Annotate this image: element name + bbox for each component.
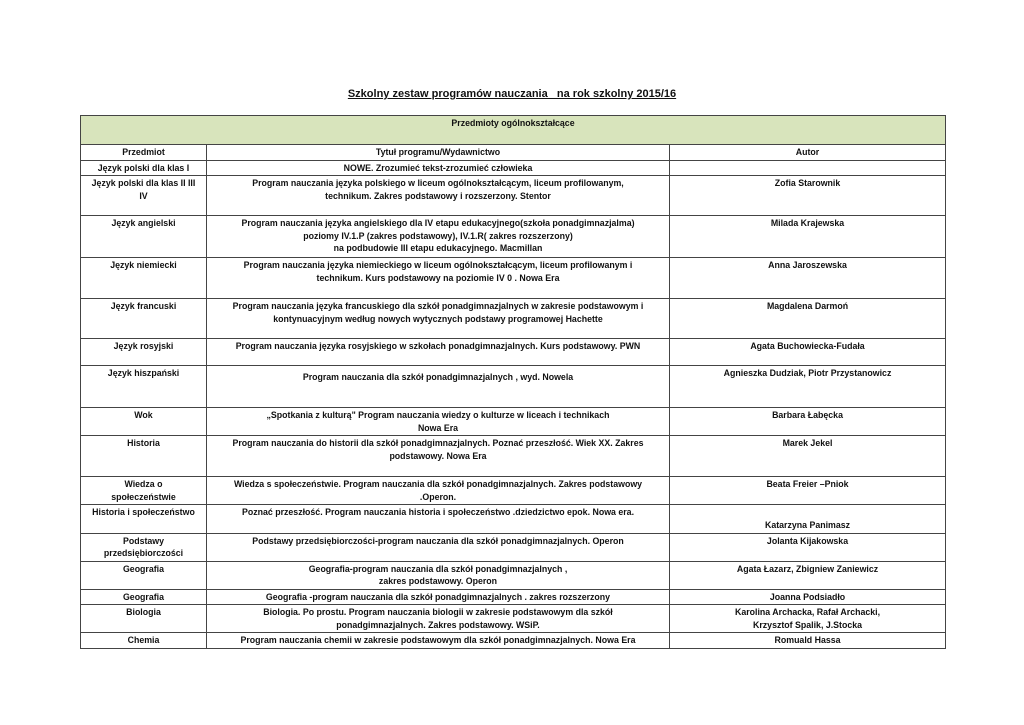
cell-author [670, 216, 946, 258]
cell-program [207, 477, 670, 505]
cell-line: Magdalena Darmoń [766, 301, 849, 311]
cell-subject [81, 366, 207, 408]
table-row [81, 605, 946, 633]
cell-line: przedsiębiorczości [103, 548, 184, 558]
cell-line: Romuald Hassa [774, 635, 841, 645]
cell-line: Geografia-program nauczania dla szkół ponadgimnazjalnych , [308, 563, 568, 574]
cell-subject [81, 408, 207, 436]
cell-author [670, 339, 946, 366]
cell-line: Karolina Archacka, Rafał Archacki, [734, 607, 881, 617]
cell-line: technikum. Kurs podstawowy na poziomie IV 0 . Nowa Era [316, 272, 560, 283]
cell-subject [81, 633, 207, 649]
cell-line: Wiedza s społeczeństwie. Program nauczania dla szkół ponadgimnazjalnych. Zakres podstawowy [233, 479, 643, 489]
cell-line: Wiedza o [124, 479, 163, 489]
cell-line: Historia i społeczeństwo [92, 507, 195, 517]
table-row [81, 366, 946, 408]
cell-line: poziomy IV.1.P (zakres podstawowy), IV.1.R( zakres rozszerzony) [303, 230, 573, 241]
cell-subject [81, 216, 207, 258]
cell-author [670, 533, 946, 561]
cell-program [207, 633, 670, 649]
cell-program [207, 160, 670, 176]
table-row [81, 505, 946, 534]
cell-subject [81, 505, 207, 534]
cell-program [207, 561, 670, 589]
table-row [81, 533, 946, 561]
cell-author [670, 258, 946, 299]
table-row [81, 339, 946, 366]
cell-line: Język rosyjski [113, 341, 174, 351]
cell-line: Biologia. Po prostu. Program nauczania biologii w zakresie podstawowym dla szkół [263, 607, 613, 617]
table-row [81, 160, 946, 176]
cell-author [670, 605, 946, 633]
table-row [81, 216, 946, 258]
cell-line: Milada Krajewska [770, 218, 845, 228]
cell-author [670, 176, 946, 216]
section-header: Przedmioty ogólnokształcące [81, 116, 946, 145]
cell-line: Program nauczania języka francuskiego dla szkół ponadgimnazjalnych w zakresie podstawowym i [232, 301, 644, 311]
cell-line: Program nauczania języka polskiego w liceum ogólnokształcącym, liceum profilowanym, [252, 178, 624, 188]
cell-line: ponadgimnazjalnych. Zakres podstawowy. WSiP. [336, 619, 540, 630]
cell-line: Agata Buchowiecka-Fudała [750, 341, 865, 351]
cell-line: Biologia [126, 607, 161, 617]
cell-subject [81, 589, 207, 605]
cell-line: Program nauczania języka angielskiego dla IV etapu edukacyjnego(szkoła ponadgimnazjalma) [241, 218, 635, 228]
cell-line: Wok [134, 410, 153, 420]
cell-line: Podstawy [122, 535, 165, 546]
table-row [81, 589, 946, 605]
cell-program [207, 339, 670, 366]
cell-line: Chemia [127, 635, 160, 645]
cell-line: Geografia [122, 591, 165, 602]
cell-program [207, 216, 670, 258]
cell-program [207, 299, 670, 339]
table-row [81, 561, 946, 589]
cell-line: technikum. Zakres podstawowy i rozszerzony. Stentor [325, 190, 551, 201]
cell-subject [81, 561, 207, 589]
column-header-author: Autor [670, 145, 946, 161]
cell-line: Podstawy przedsiębiorczości-program nauczania dla szkół ponadgimnazjalnych. Operon [252, 535, 624, 546]
section-header-row [81, 116, 946, 145]
cell-line: społeczeństwie [111, 491, 176, 502]
cell-line: Joanna Podsiadło [769, 591, 846, 602]
table-row [81, 176, 946, 216]
table-row [81, 258, 946, 299]
cell-line: kontynuacyjnym według nowych wytycznych podstawy programowej Hachette [273, 313, 603, 324]
cell-line: zakres podstawowy. Operon [378, 576, 498, 586]
cell-program [207, 605, 670, 633]
cell-program [207, 533, 670, 561]
cell-line: Język polski dla klas I [97, 162, 190, 173]
cell-line: Krzysztof Spalik, J.Stocka [753, 619, 863, 630]
column-header-row [81, 145, 946, 161]
cell-line: Agnieszka Dudziak, Piotr Przystanowicz [723, 368, 892, 378]
cell-line: Poznać przeszłość. Program nauczania historia i społeczeństwo .dziedzictwo epok. Nowa era. [241, 507, 635, 517]
cell-line: podstawowy. Nowa Era [389, 450, 487, 461]
cell-author [670, 589, 946, 605]
cell-program [207, 366, 670, 408]
cell-author [670, 408, 946, 436]
cell-line: Język niemiecki [110, 260, 177, 270]
cell-program [207, 589, 670, 605]
cell-subject [81, 477, 207, 505]
cell-subject [81, 258, 207, 299]
cell-line: Anna Jaroszewska [768, 260, 847, 270]
cell-author [670, 366, 946, 408]
column-header-program: Tytuł programu/Wydawnictwo [207, 145, 670, 161]
cell-program [207, 436, 670, 477]
cell-line: Program nauczania języka niemieckiego w liceum ogólnokształcącym, liceum profilowanym i [243, 260, 633, 270]
cell-line: Program nauczania do historii dla szkół ponadgimnazjalnych. Poznać przeszłość. Wiek XX. Zakres [232, 438, 644, 448]
cell-line: Język hiszpański [107, 368, 180, 378]
cell-author [670, 477, 946, 505]
cell-line: IV [139, 190, 148, 201]
cell-line: Geografia [122, 563, 165, 574]
cell-line: Język polski dla klas II III [91, 178, 196, 188]
cell-line: na podbudowie III etapu edukacyjnego. Macmillan [333, 243, 543, 253]
cell-line: Program nauczania dla szkół ponadgimnazjalnych , wyd. Nowela [302, 372, 574, 382]
table-row [81, 299, 946, 339]
document-title: Szkolny zestaw programów nauczania na rok szkolny 2015/16 [347, 88, 677, 100]
cell-line: Język angielski [111, 218, 176, 228]
cell-line: Zofia Starownik [774, 178, 841, 188]
cell-author [670, 633, 946, 649]
cell-line: Język francuski [110, 301, 177, 311]
cell-line: Jolanta Kijakowska [766, 535, 849, 546]
cell-program [207, 505, 670, 534]
cell-subject [81, 533, 207, 561]
table-row [81, 477, 946, 505]
cell-line: NOWE. Zrozumieć tekst-zrozumieć człowieka [343, 162, 533, 173]
cell-program [207, 176, 670, 216]
cell-line: Historia [127, 438, 160, 448]
cell-line: Barbara Łabęcka [772, 410, 843, 420]
cell-line: Geografia -program nauczania dla szkół ponadgimnazjalnych . zakres rozszerzony [265, 591, 611, 602]
cell-line: Marek Jekel [782, 438, 833, 448]
cell-subject [81, 605, 207, 633]
column-header-subject: Przedmiot [81, 145, 207, 161]
cell-line: Nowa Era [417, 422, 459, 433]
cell-line: Program nauczania języka rosyjskiego w szkołach ponadgimnazjalnych. Kurs podstawowy. PWN [235, 341, 641, 351]
cell-subject [81, 436, 207, 477]
cell-line: Agata Łazarz, Zbigniew Zaniewicz [736, 563, 879, 574]
table-row [81, 633, 946, 649]
cell-program [207, 408, 670, 436]
cell-subject [81, 176, 207, 216]
cell-line: .Operon. [419, 491, 457, 502]
cell-author [670, 561, 946, 589]
cell-author [670, 505, 946, 534]
cell-line: Katarzyna Panimasz [764, 520, 851, 530]
cell-line: Beata Freier –Pniok [766, 479, 849, 489]
programs-table [80, 115, 946, 649]
table-row [81, 436, 946, 477]
cell-author [670, 299, 946, 339]
cell-line: „Spotkania z kulturą" Program nauczania wiedzy o kulturze w liceach i technikach [266, 410, 610, 420]
cell-author [670, 436, 946, 477]
cell-author [670, 160, 946, 176]
cell-subject [81, 160, 207, 176]
cell-subject [81, 339, 207, 366]
cell-line: Program nauczania chemii w zakresie podstawowym dla szkół ponadgimnazjalnych. Nowa Era [240, 635, 636, 645]
cell-subject [81, 299, 207, 339]
table-row [81, 408, 946, 436]
cell-program [207, 258, 670, 299]
